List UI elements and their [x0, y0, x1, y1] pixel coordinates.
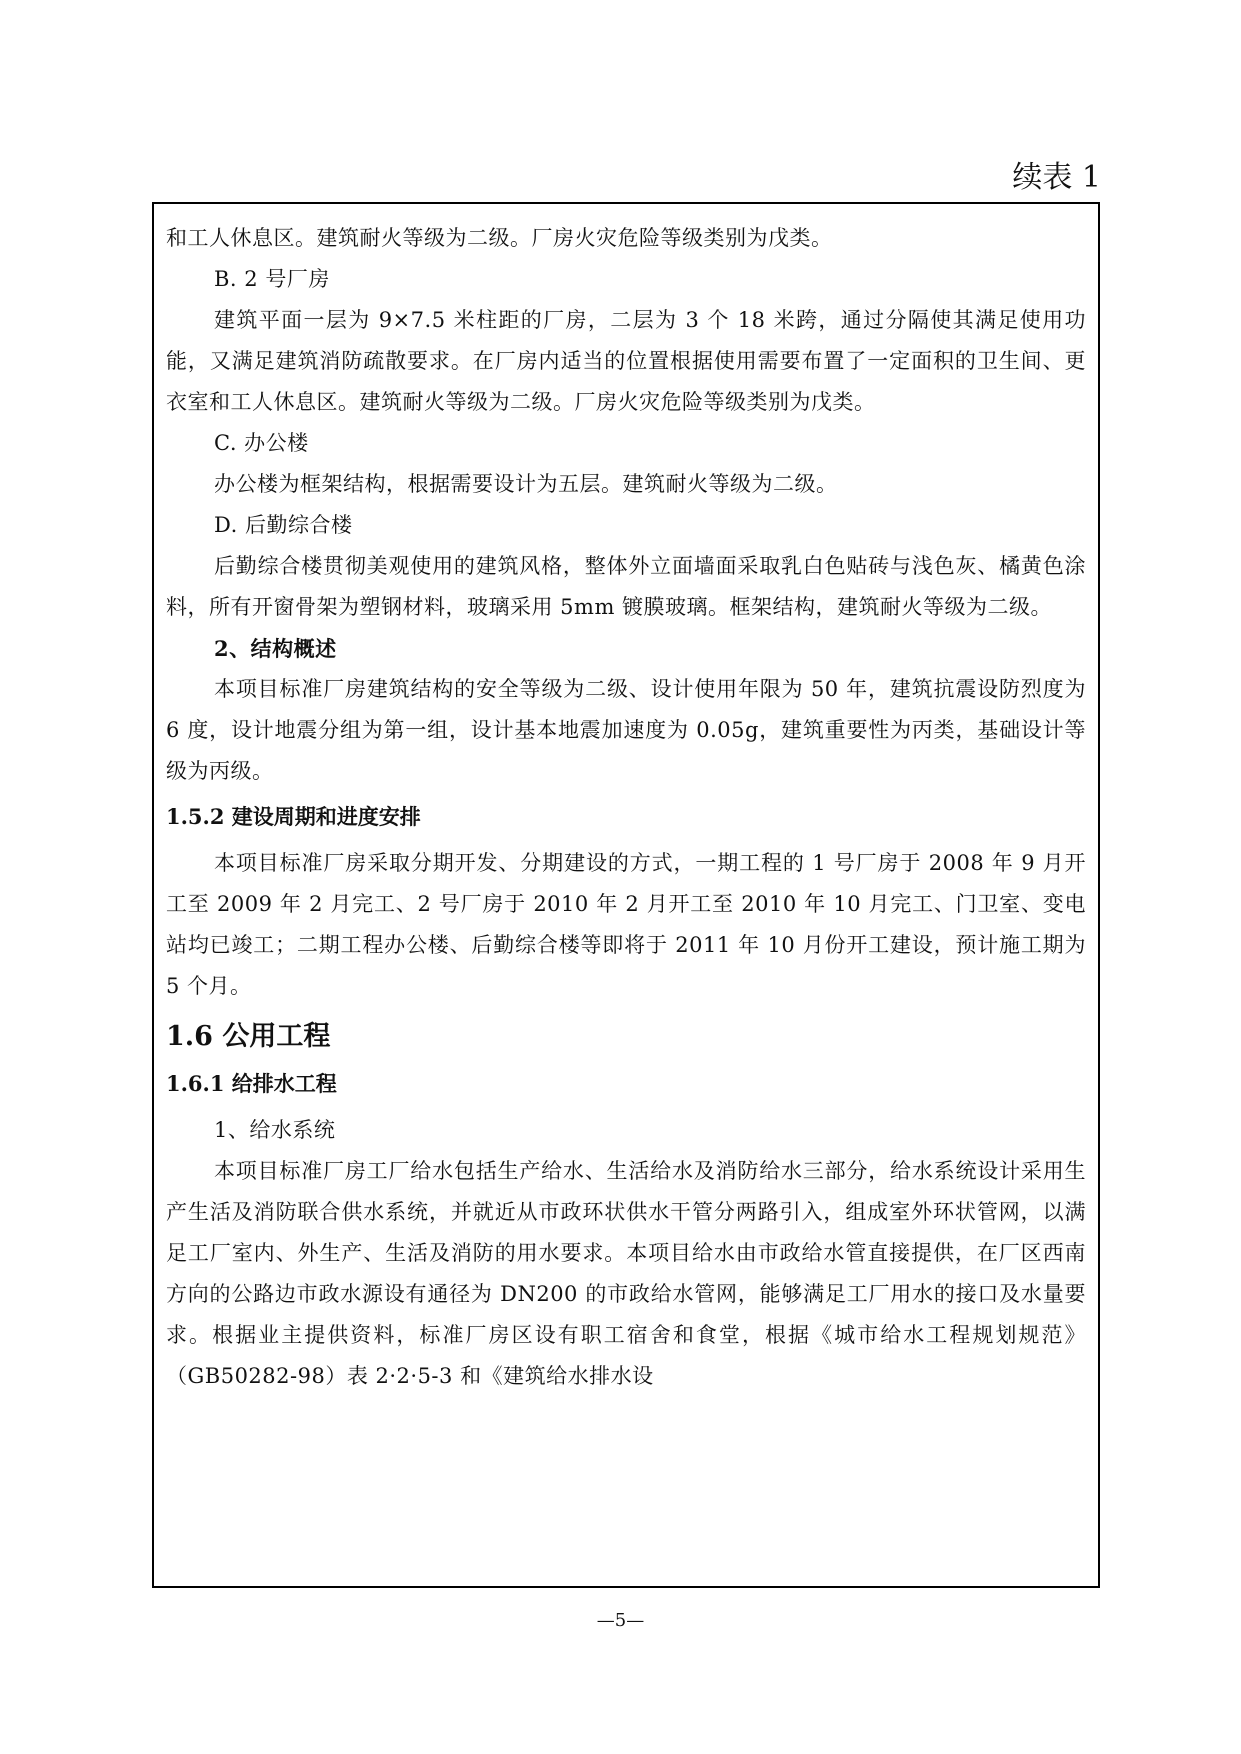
paragraph-structure: 本项目标准厂房建筑结构的安全等级为二级、设计使用年限为 50 年，建筑抗震设防烈度为 6 度，设计地震分组为第一组，设计基本地震加速度为 0.05g，建筑重要性为丙类，基础设计等级为丙级。 [166, 677, 1086, 783]
paragraph-water-supply: 本项目标准厂房工厂给水包括生产给水、生活给水及消防给水三部分，给水系统设计采用生产生活及消防联合供水系统，并就近从市政环状供水干管分两路引入，组成室外环状管网，以满足工厂室内、外生产、生活及消防的用水要求。本项目给水由市政给水管直接提供，在厂区西南方向的公路边市政水源设有通径为 DN200 的市政给水管网，能够满足工厂用水的接口及水量要求。根据业主提供资料，标准厂房区设有职工宿舍和食堂，根据《城市给水工程规划规范》（GB50282-98）表 2·2·5-3 和《建筑给水排水设 [166, 1159, 1086, 1388]
page-number: —5— [596, 1610, 645, 1631]
continued-table-label: 续表 1 [1012, 160, 1101, 195]
paragraph-schedule: 本项目标准厂房采取分期开发、分期建设的方式，一期工程的 1 号厂房于 2008 年 9 月开工至 2009 年 2 月完工、2 号厂房于 2010 年 2 月开工至 2010 年 10 月完工、门卫室、变电站均已竣工；二期工程办公楼、后勤综合楼等即将于 2011 年 10 月份开工建设，预计施工期为 5 个月。 [166, 851, 1086, 998]
paragraph-office: 办公楼为框架结构，根据需要设计为五层。建筑耐火等级为二级。 [214, 472, 838, 496]
content-frame [152, 202, 1100, 1588]
subheading-structure: 2、结构概述 [214, 636, 337, 661]
paragraph-rest-area: 和工人休息区。建筑耐火等级为二级。厂房火灾危险等级类别为戊类。 [166, 226, 833, 250]
section-heading-1-5-2: 1.5.2 建设周期和进度安排 [166, 804, 421, 829]
section-heading-1-6-1: 1.6.1 给排水工程 [166, 1071, 337, 1096]
section-heading-1-6: 1.6 公用工程 [166, 1021, 331, 1052]
paragraph-logistics: 后勤综合楼贯彻美观使用的建筑风格，整体外立面墙面采取乳白色贴砖与浅色灰、橘黄色涂料，所有开窗骨架为塑钢材料，玻璃采用 5mm 镀膜玻璃。框架结构，建筑耐火等级为二级。 [166, 554, 1086, 619]
subheading-office: C. 办公楼 [214, 431, 309, 455]
subheading-water-supply: 1、给水系统 [214, 1118, 336, 1142]
subheading-logistics: D. 后勤综合楼 [214, 513, 353, 537]
subheading-building-2: B. 2 号厂房 [214, 267, 330, 291]
paragraph-building-2: 建筑平面一层为 9×7.5 米柱距的厂房，二层为 3 个 18 米跨，通过分隔使其满足使用功能，又满足建筑消防疏散要求。在厂房内适当的位置根据使用需要布置了一定面积的卫生间、更衣室和工人休息区。建筑耐火等级为二级。厂房火灾危险等级类别为戊类。 [166, 308, 1086, 414]
